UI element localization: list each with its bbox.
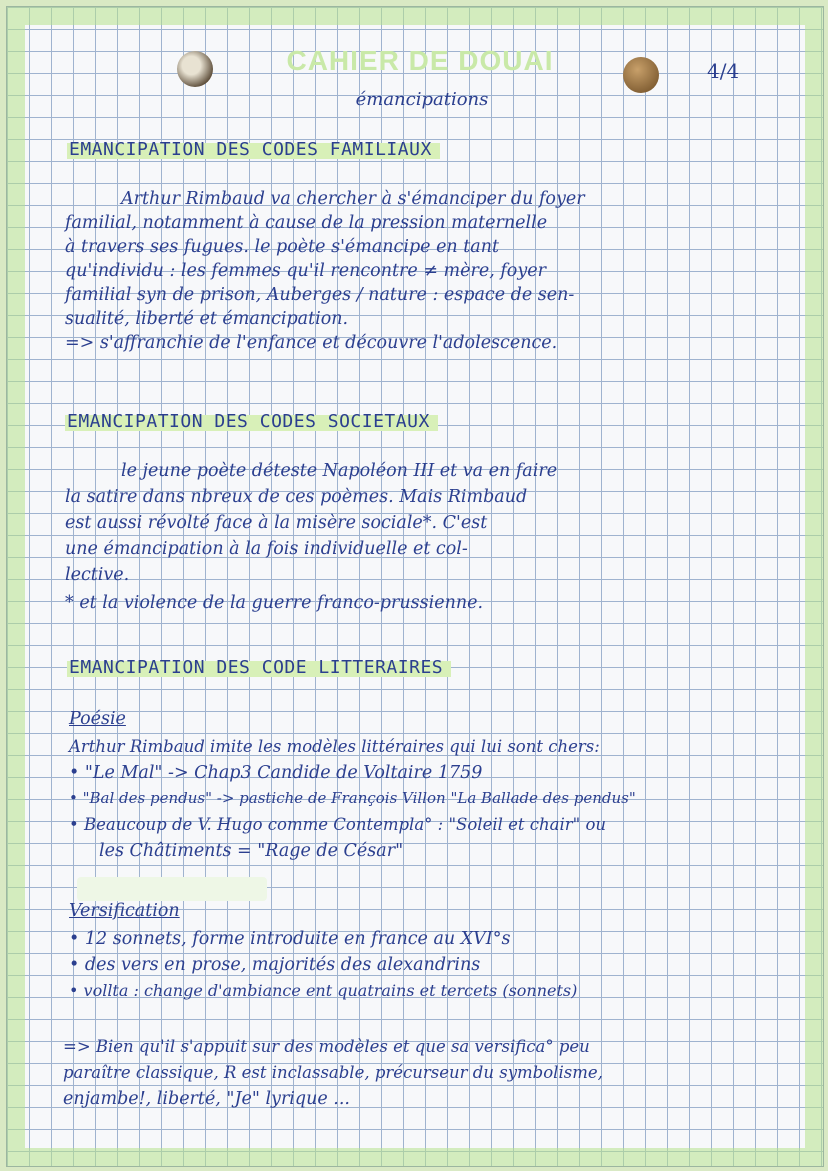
section-heading-litteraires: EMANCIPATION DES CODE LITTERAIRES — [67, 657, 451, 678]
bullet-item: • "Le Mal" -> Chap3 Candide de Voltaire 1759 — [69, 763, 483, 783]
text-line: Arthur Rimbaud va chercher à s'émanciper du foyer — [121, 189, 585, 209]
text-line: familial syn de prison, Auberges / nature : espace de sen- — [65, 285, 575, 305]
conclusion-line: => Bien qu'il s'appuit sur des modèles et que sa versifica° peu — [63, 1037, 590, 1056]
footnote-line: * et la violence de la guerre franco-prussienne. — [65, 593, 484, 613]
conclusion-line: paraître classique, R est inclassable, précurseur du symbolisme, — [63, 1063, 603, 1082]
conclusion-line: enjambe!, liberté, "Je" lyrique ... — [63, 1089, 350, 1109]
binder-hole-right — [623, 57, 659, 93]
bullet-item: • vollta : change d'ambiance ent quatrains et tercets (sonnets) — [69, 981, 578, 1000]
text-line: sualité, liberté et émancipation. — [65, 309, 349, 329]
text-line: le jeune poète déteste Napoléon III et va en faire — [121, 461, 558, 481]
bullet-item: • 12 sonnets, forme introduite en france au XVI°s — [69, 929, 511, 949]
text-line: => s'affranchie de l'enfance et découvre l'adolescence. — [65, 333, 558, 353]
binder-hole-left — [177, 51, 213, 87]
section-heading-familiaux: EMANCIPATION DES CODES FAMILIAUX — [67, 139, 440, 160]
text-line: familial, notamment à cause de la pression maternelle — [65, 213, 548, 233]
bullet-item: • des vers en prose, majorités des alexandrins — [69, 955, 481, 975]
text-line: une émancipation à la fois individuelle et col- — [65, 539, 468, 559]
text-line: la satire dans nbreux de ces poèmes. Mais Rimbaud — [65, 487, 528, 507]
page-number: 4/4 — [707, 59, 740, 83]
text-line: Arthur Rimbaud imite les modèles littéraires qui lui sont chers: — [69, 737, 600, 756]
subheading-versification: Versification — [69, 901, 180, 921]
bullet-item: • "Bal des pendus" -> pastiche de François Villon "La Ballade des pendus" — [69, 789, 636, 807]
bullet-item: • Beaucoup de V. Hugo comme Contempla° : "Soleil et chair" ou — [69, 815, 607, 834]
bullet-item-continued: les Châtiments = "Rage de César" — [99, 841, 404, 861]
section-heading-societaux: EMANCIPATION DES CODES SOCIETAUX — [65, 411, 438, 432]
page-title: CAHIER DE DOUAI — [286, 45, 554, 76]
text-line: à travers ses fugues. le poète s'émancipe en tant — [65, 237, 500, 257]
notebook-page — [6, 6, 824, 1167]
subheading-poesie: Poésie — [69, 709, 126, 729]
text-line: est aussi révolté face à la misère sociale*. C'est — [65, 513, 488, 533]
page-subtitle: émancipations — [355, 89, 489, 110]
text-line: qu'individu : les femmes qu'il rencontre ≠ mère, foyer — [65, 261, 546, 281]
text-line: lective. — [65, 565, 130, 585]
correction-tape — [77, 877, 267, 901]
